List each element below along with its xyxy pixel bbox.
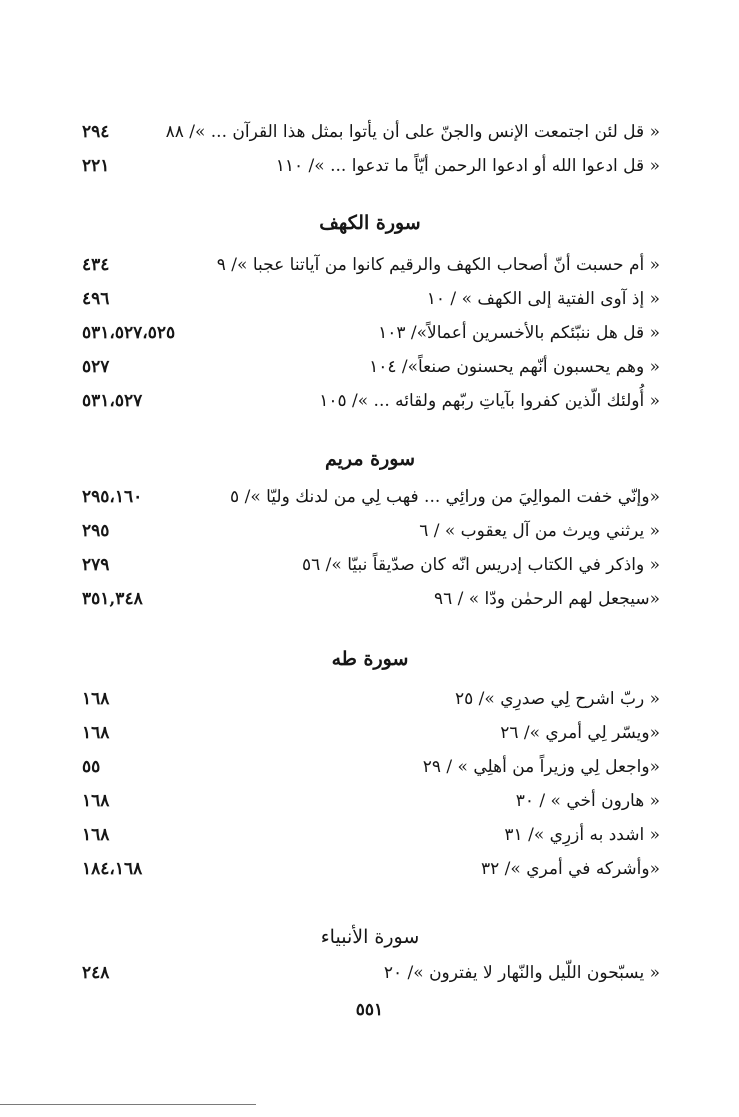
index-entry — [80, 149, 660, 183]
index-entry — [80, 582, 660, 616]
verse-text: « اشدد به أزرِي »/ ٣١ — [504, 825, 660, 845]
page-references: ٢٩٥ — [82, 521, 110, 541]
verse-text: « هارون أخي » / ٣٠ — [515, 791, 660, 811]
verse-text: «وإنّي خفت الموالِيَ من ورائِي ... فهب لِي من لدنك وليّا »/ ٥ — [230, 487, 660, 507]
verse-list-kahf — [80, 248, 660, 418]
page-references: ٥٣١،٥٢٧ — [82, 391, 143, 411]
index-entry — [80, 115, 660, 149]
verse-text: « أُولئك الّذين كفروا بآياتِ ربّهم ولقائه ... »/ ١٠٥ — [319, 391, 660, 411]
surah-title-kahf: سورة الكهف — [319, 212, 421, 234]
verse-text: « قل هل ننبّئكم بالأخسرين أعمالاً»/ ١٠٣ — [378, 323, 660, 343]
verse-text: «واجعل لِي وزيراً من أهلِي » / ٢٩ — [422, 757, 660, 777]
surah-title-maryam: سورة مريم — [324, 448, 416, 470]
verse-list-continuation — [80, 115, 660, 183]
index-entry — [80, 818, 660, 852]
page-references: ٢٩٥،١٦٠ — [82, 487, 143, 507]
page-references: ٥٢٧ — [82, 357, 110, 377]
page-references: ٤٣٤ — [82, 255, 110, 275]
surah-title-taha: سورة طه — [331, 648, 409, 670]
page-references: ١٦٨ — [82, 723, 110, 743]
index-entry — [80, 548, 660, 582]
verse-text: « إذ آوى الفتية إلى الكهف » / ١٠ — [426, 289, 660, 309]
surah-title-anbiya: سورة الأنبياء — [320, 926, 420, 948]
index-entry — [80, 316, 660, 350]
verse-text: «وأشركه في أمري »/ ٣٢ — [481, 859, 660, 879]
page-references: ٥٣١،٥٢٧،٥٢٥ — [82, 323, 176, 343]
index-entry — [80, 852, 660, 886]
verse-list-maryam — [80, 480, 660, 616]
page-references: ١٦٨ — [82, 689, 110, 709]
index-entry — [80, 682, 660, 716]
index-entry — [80, 514, 660, 548]
page-references: ٢٩٤ — [82, 122, 110, 142]
index-entry — [80, 784, 660, 818]
index-entry — [80, 480, 660, 514]
page-references: ١٨٤،١٦٨ — [82, 859, 143, 879]
page-references: ١٦٨ — [82, 791, 110, 811]
page-references: ٢٤٨ — [82, 963, 110, 983]
verse-list-anbiya — [80, 956, 660, 990]
index-entry — [80, 282, 660, 316]
verse-text: « وهم يحسبون أنّهم يحسنون صنعاً»/ ١٠٤ — [369, 357, 660, 377]
page-references: ١٦٨ — [82, 825, 110, 845]
verse-text: « يسبّحون اللّيل والنّهار لا يفترون »/ ٢٠ — [383, 963, 660, 983]
page-references: ٢٧٩ — [82, 555, 110, 575]
verse-text: « واذكر في الكتاب إدريس انّه كان صدّيقاً نبيّا »/ ٥٦ — [302, 555, 660, 575]
index-entry — [80, 956, 660, 990]
index-entry — [80, 248, 660, 282]
verse-list-taha — [80, 682, 660, 886]
verse-text: «ويسّر لِي أمري »/ ٢٦ — [500, 723, 660, 743]
index-entry — [80, 350, 660, 384]
verse-text: « قل لئن اجتمعت الإنس والجنّ على أن يأتوا بمثل هذا القرآن ... »/ ٨٨ — [165, 122, 660, 142]
index-entry — [80, 384, 660, 418]
bottom-rule — [0, 1104, 256, 1105]
index-entry — [80, 716, 660, 750]
page-references: ٥٥ — [82, 757, 101, 777]
page-references: ٢٢١ — [82, 156, 110, 176]
verse-text: « أم حسبت أنّ أصحاب الكهف والرقيم كانوا من آياتنا عجبا »/ ٩ — [216, 255, 660, 275]
page-references: ٤٩٦ — [82, 289, 110, 309]
page-references: ٣٥١,٣٤٨ — [82, 589, 143, 609]
verse-text: « قل ادعوا الله أو ادعوا الرحمن أيّاً ما تدعوا ... »/ ١١٠ — [275, 156, 660, 176]
index-entry — [80, 750, 660, 784]
verse-text: «سيجعل لهم الرحمٰن ودّا » / ٩٦ — [433, 589, 660, 609]
verse-text: « ربّ اشرح لِي صدرِي »/ ٢٥ — [455, 689, 660, 709]
verse-text: « يرثني ويرث من آل يعقوب » / ٦ — [419, 521, 660, 541]
page-number: ٥٥١ — [355, 1000, 384, 1020]
